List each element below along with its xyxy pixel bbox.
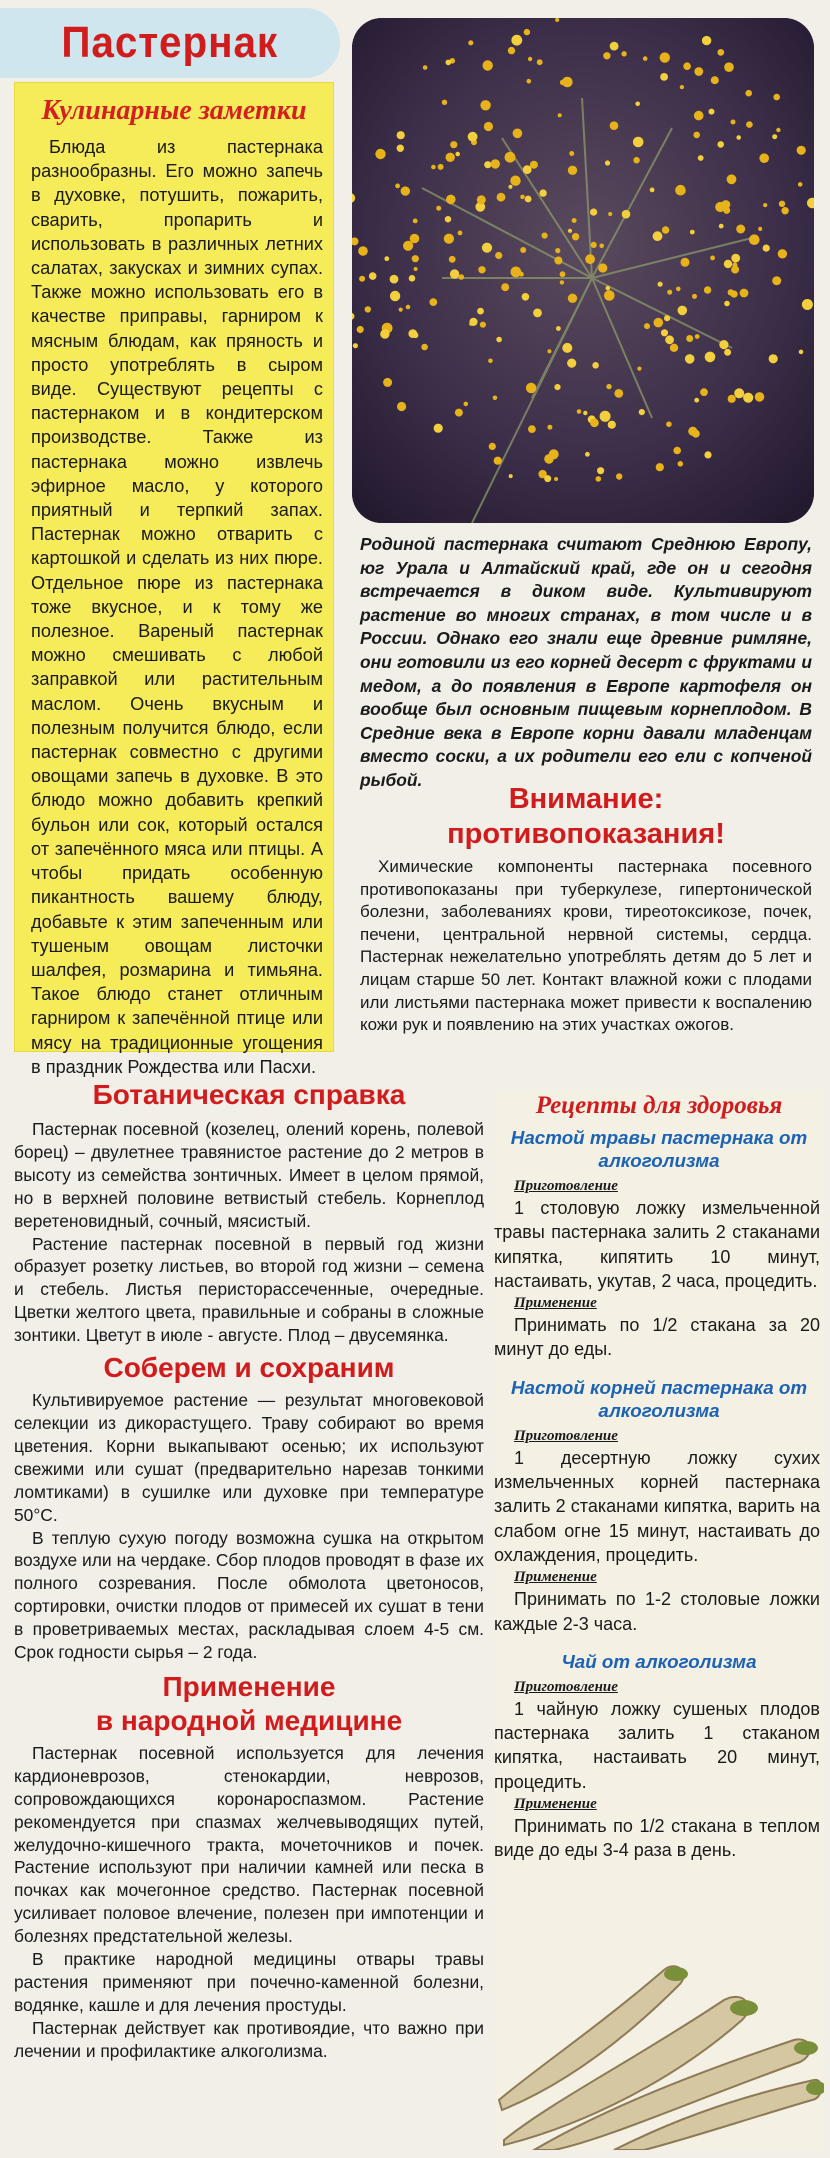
recipe-prep-label: Приготовление: [514, 1178, 618, 1194]
flower-dot: [488, 359, 493, 364]
recipe-prep-label: Приготовление: [514, 1427, 618, 1444]
flower-dot: [477, 195, 486, 204]
flower-dot: [544, 454, 554, 464]
flower-dot: [717, 49, 724, 56]
flower-dot: [608, 421, 616, 429]
flower-dot: [660, 52, 670, 62]
flower-dot: [482, 243, 492, 253]
flower-dot: [390, 291, 400, 301]
flower-dot: [495, 252, 502, 259]
left-column-sections: [14, 1078, 484, 2063]
botany-heading: Ботаническая справка: [92, 1079, 406, 1110]
flower-dot: [740, 289, 749, 298]
flower-dot: [524, 29, 530, 35]
flower-dot: [654, 318, 664, 328]
flower-dot: [683, 62, 691, 70]
attention-heading-line2: противопоказания!: [447, 818, 725, 850]
flower-dot: [423, 65, 428, 70]
flower-dot: [445, 216, 451, 222]
flower-dot: [698, 155, 704, 161]
flower-dot: [670, 344, 678, 352]
flower-dot: [480, 100, 490, 110]
flower-dot: [693, 132, 700, 139]
origin-text: Родиной пастернака считают Среднюю Европу, юг Урала и Алтайский край, где он и сегодня встречается в диком виде. Культивируют растение во многих странах, в том числе и в России. Однако его знали еще древние римляне, они готовили из его корней десерт с фруктами и медом, а до появления в Европе картофеля он вообще был основным пищевым корнеплодом. В Средние века в Европе корни давали младенцам вместо соски, а их родители его ели с копченой рыбой.: [360, 534, 812, 790]
flower-dot: [412, 255, 419, 262]
flower-dot: [375, 149, 385, 159]
flower-dot: [449, 256, 456, 263]
flower-dot: [560, 271, 566, 277]
page-title: Пастернак: [61, 18, 279, 67]
recipe-card: [494, 1650, 824, 1863]
flower-dot: [700, 388, 708, 396]
flower-dot: [527, 79, 532, 84]
recipe-use-label: Применение: [514, 1796, 597, 1813]
flower-dot: [705, 352, 716, 363]
flower-dot: [650, 188, 655, 193]
flower-dot: [604, 290, 615, 301]
flower-dot: [600, 411, 611, 422]
flower-dot: [530, 161, 538, 169]
flower-dot: [494, 457, 502, 465]
flower-dot: [508, 47, 515, 54]
attention-heading: [360, 782, 812, 852]
flower-dot: [644, 323, 650, 329]
flower-dot: [397, 402, 406, 411]
flower-dot: [598, 263, 607, 272]
flower-dot: [797, 146, 806, 155]
flower-dot: [676, 287, 681, 292]
flower-dot: [395, 184, 400, 189]
flower-dot: [568, 229, 572, 233]
flower-dot: [526, 383, 536, 393]
flower-dot: [724, 301, 730, 307]
flower-dot: [772, 276, 781, 285]
botany-paragraph: Пастернак посевной (козелец, олений корень, полевой борец) – двулетнее травянистое растение до 2 метров в высоту из семейства зонтичных. Имеет в целом прямой, но в верхней половине ветвистый стебель. Корнеплод веретеновидный, сочный, мясистый.: [14, 1119, 484, 1231]
flower-dot: [369, 272, 377, 280]
flower-dot: [533, 309, 542, 318]
flower-dot: [799, 350, 804, 355]
flower-dot: [603, 52, 610, 59]
flower-dot: [547, 349, 551, 353]
flower-dot: [656, 463, 664, 471]
flower-dot: [568, 294, 577, 303]
collect-heading: Соберем и сохраним: [103, 1352, 395, 1384]
flower-dot: [778, 249, 787, 258]
flower-dot: [577, 409, 582, 414]
flower-dot: [759, 153, 769, 163]
flower-dot: [390, 275, 399, 284]
collect-paragraph: Культивируемое растение — результат многовековой селекции из дикорастущего. Траву собирают во время цветения. Корни выкапывают осенью; их используют свежими или сушат (предварительно нарезав тонкими ломтиками) в сушилке или духовке при температуре 50°С.: [14, 1390, 484, 1525]
recipe-card: [494, 1376, 824, 1636]
flower-dot: [429, 298, 437, 306]
flower-dot: [769, 354, 778, 363]
recipe-card: [494, 1126, 824, 1362]
flower-dot: [597, 467, 604, 474]
flower-dot: [501, 283, 509, 291]
flower-dot: [497, 193, 506, 202]
flower-dot: [653, 231, 663, 241]
flower-dot: [397, 131, 405, 139]
folk-paragraph: В практике народной медицины отвары травы растения применяют при почечно-каменной болезни, водянке, кашле и для лечения простуды.: [14, 1949, 484, 2015]
flower-dot: [513, 129, 523, 139]
flower-dot: [480, 322, 486, 328]
flower-dot: [692, 294, 697, 299]
flower-dot: [606, 286, 611, 291]
folk-heading-line1: Применение: [162, 1670, 336, 1702]
flower-dot: [637, 367, 641, 371]
flower-dot: [459, 274, 465, 280]
recipe-prep-text: 1 чайную ложку сушеных плодов пастернака залить 1 стаканом кипятка, настаивать 20 минут, процедить.: [494, 1698, 820, 1792]
flower-dot: [704, 451, 711, 458]
flower-dot: [380, 329, 389, 338]
flower-dot: [496, 337, 502, 343]
flower-dot: [455, 409, 463, 417]
flower-dot: [450, 269, 459, 278]
recipe-name: Чай от алкоголизма: [561, 1650, 757, 1672]
flower-dot: [509, 474, 513, 478]
flower-dot: [658, 282, 663, 287]
flower-dot: [590, 418, 599, 427]
flower-dot: [455, 152, 460, 157]
recipe-use-label: Применение: [514, 1569, 597, 1586]
flower-dot: [633, 157, 639, 163]
flower-dot: [643, 56, 648, 61]
flower-dot: [446, 60, 452, 66]
flower-dot: [358, 246, 368, 256]
flower-dot: [763, 245, 770, 252]
flower-dot: [469, 318, 477, 326]
flower-dot: [528, 57, 532, 61]
flower-dot: [665, 335, 674, 344]
flower-dot: [438, 164, 444, 170]
title-banner: [0, 8, 340, 78]
flower-dot: [444, 234, 454, 244]
flower-dot: [421, 344, 428, 351]
flower-dot: [468, 132, 478, 142]
flower-dot: [608, 212, 612, 216]
flower-dot: [525, 196, 532, 203]
flower-dot: [622, 210, 631, 219]
flower-dot: [505, 152, 516, 163]
flower-dot: [567, 359, 576, 368]
flower-dot: [675, 185, 686, 196]
flower-dot: [746, 121, 753, 128]
recipe-use-text: Принимать по 1/2 стакана в теплом виде до еды 3-4 раза в день.: [494, 1816, 820, 1861]
flower-dot: [694, 67, 703, 76]
flower-dot: [484, 122, 493, 131]
flower-dot: [484, 161, 491, 168]
flower-dot: [572, 233, 579, 240]
folk-medicine-heading: [14, 1670, 484, 1738]
recipe-name: Настой травы пастернака от алкоголизма: [510, 1127, 808, 1171]
flower-dot: [749, 234, 760, 245]
flower-dot: [736, 135, 741, 140]
flower-dot: [678, 306, 688, 316]
collect-paragraph: В теплую сухую погоду возможна сушка на открытом воздухе или на чердаке. Сбор плодов проводят в фазе их полного созревания. После обмолота цветоносов, сортировки, очистки плодов от примесей их сушат в тени в проветриваемых местах, раскладывая слоем 4-5 см. Срок годности сырья – 2 года.: [14, 1527, 484, 1663]
flower-dot: [711, 76, 719, 84]
culinary-heading: Кулинарные заметки: [41, 95, 307, 126]
flower-dot: [745, 90, 752, 97]
recipes-heading: Рецепты для здоровья: [535, 1092, 783, 1119]
flower-dot: [522, 293, 530, 301]
flower-dot: [523, 165, 532, 174]
flower-dot: [384, 256, 389, 261]
flower-dot: [710, 256, 715, 261]
flower-dot: [569, 151, 574, 156]
flower-dot: [724, 349, 731, 356]
flower-dot: [554, 477, 558, 481]
flower-dot: [686, 335, 693, 342]
flower-dot: [357, 326, 364, 333]
flower-dot: [560, 280, 564, 284]
flower-dot: [724, 62, 734, 72]
flower-dot: [721, 200, 730, 209]
flower-dot: [694, 398, 699, 403]
flower-dot: [489, 443, 496, 450]
flower-dot: [662, 226, 669, 233]
flower-dot: [383, 378, 392, 387]
flower-dot: [667, 290, 672, 295]
flower-dot: [680, 85, 684, 89]
attention-heading-line1: Внимание:: [508, 783, 664, 815]
flower-dot: [590, 209, 597, 216]
flower-umbel-image: [352, 18, 814, 523]
parsnip-roots-image: [494, 1950, 824, 2150]
flower-dot: [493, 396, 498, 401]
flower-dot: [413, 219, 418, 224]
flower-dot: [468, 40, 473, 45]
flower-dot: [556, 326, 561, 331]
flower-dot: [406, 305, 411, 310]
flower-dot: [606, 384, 611, 389]
folk-paragraph: Пастернак действует как противоядие, что важно при лечении и профилактике алкоголизма.: [14, 2017, 484, 2061]
flower-dot: [365, 306, 371, 312]
flower-dot: [599, 244, 604, 249]
flower-dot: [413, 332, 419, 338]
flower-dot: [554, 257, 562, 265]
flower-dot: [544, 475, 551, 482]
flower-dot: [442, 100, 447, 105]
flower-dot: [719, 224, 724, 229]
contraindications-text: Химические компоненты пастернака посевного противопоказаны при туберкулезе, гипертонической болезни, заболеваниях крови, тиреотоксикозе, почек, печени, центральной нервной системы, сердца. Пастернак нежелательно употреблять детям до 5 лет и лицам старше 50 лет. Контакт влажной кожи с плодами или листьями пастернака может привести к воспалению кожи рук и появлению на этих участках ожогов.: [360, 857, 812, 1035]
flower-dot: [695, 334, 700, 339]
flower-dot: [558, 113, 562, 117]
flower-dot: [353, 343, 358, 348]
flower-dot: [510, 176, 520, 186]
flower-dot: [621, 51, 626, 56]
flower-dot: [568, 166, 577, 175]
flower-dot: [664, 315, 670, 321]
flower-dot: [690, 230, 695, 235]
culinary-notes-box: [14, 82, 334, 1077]
flower-dot: [477, 308, 484, 315]
flower-dot: [633, 137, 644, 148]
flower-dot: [359, 276, 365, 282]
flower-dot: [434, 424, 443, 433]
flower-dot: [781, 207, 788, 214]
flower-dot: [660, 73, 668, 81]
flower-dot: [731, 254, 740, 263]
culinary-text: Блюда из пастернака разнообразны. Его можно запечь в духовке, потушить, пожарить, сварить, пропарить и использовать в различных летних салатах, закусках и зимних супах. Также можно использовать его в качестве приправы, гарниром к мясным блюдам, как пряность и просто употреблять в сыром виде. Существуют рецепты с пастернаком и в кондитерском производстве. Также из пастернака можно извлечь эфирное масло, у которого приятный и терпкий запах. Пастернак можно отварить с картошкой и сделать из них пюре. Отдельное пюре из пастернака тоже вкусное, и к тому же полезное. Вареный пастернак можно смешивать с любой заправкой или растительным маслом. Очень вкусным и полезным получится блюдо, если пастернак совместно с другими овощами запечь в духовке. В это блюдо можно добавить крепкий бульон или сок, который остался от запечённого мяса или птицы. А чтобы придать особенную пикантность вашему блюду, добавьте к этим запеченным или тушеным овощам листочки шалфея, розмарина и тимьяна. Такое блюдо станет отличным гарниром к запечённой птице или мясу на традиционные угощения в праздник Рождества или Пасхи.: [31, 137, 323, 1077]
flower-dot: [414, 267, 418, 271]
flower-dot: [585, 452, 590, 457]
flower-dot: [436, 206, 441, 211]
recipe-use-text: Принимать по 1/2 стакана за 20 минут до еды.: [494, 1315, 820, 1360]
flower-dot: [409, 275, 416, 282]
flower-dot: [639, 409, 645, 415]
flower-dot: [688, 427, 697, 436]
flower-dot: [519, 272, 524, 277]
flower-dot: [547, 425, 552, 430]
flower-dot: [478, 266, 485, 273]
flower-dot: [542, 233, 548, 239]
flower-dot: [728, 289, 734, 295]
flower-dot: [666, 421, 672, 427]
flower-dot: [520, 195, 525, 200]
flower-dot: [399, 308, 403, 312]
flower-dot: [704, 286, 711, 293]
flower-dot: [681, 258, 690, 267]
flower-dot: [755, 392, 765, 402]
flower-dot: [528, 425, 536, 433]
flower-dot: [511, 35, 522, 46]
flower-dot: [614, 389, 623, 398]
flower-dot: [758, 227, 762, 231]
flower-dot: [661, 329, 668, 336]
flower-dot: [635, 102, 640, 107]
folk-paragraph: Пастернак посевной используется для лечения кардионеврозов, стенокардии, неврозов, сопровождающихся коронароспазмом. Растение рекомендуется при спазмах желчевыводящих путей, желудочно-кишечного тракта, мочеточников и почек. Растение используют при наличии камней или песка в почках как мочегонное средство. Пастернак посевной усиливает половое влечение, полезен при импотенции и болезнях предстательной железы.: [14, 1742, 484, 1947]
flower-dot: [724, 260, 732, 268]
flower-dot: [401, 186, 410, 195]
flower-dot: [446, 195, 456, 205]
flower-dot: [537, 59, 543, 65]
flower-dot: [605, 160, 610, 165]
flower-dot: [616, 473, 622, 479]
flower-dot: [694, 111, 704, 121]
flower-dot: [554, 384, 560, 390]
flower-dot: [555, 248, 560, 253]
flower-dot: [483, 60, 493, 70]
recipe-use-text: Принимать по 1-2 столовые ложки каждые 2-3 часа.: [494, 1589, 820, 1634]
flower-dot: [446, 153, 455, 162]
flower-dot: [763, 203, 767, 207]
botany-paragraph: Растение пастернак посевной в первый год жизни образует розетку листьев, во второй год жизни – семена и стебель. Листья перисторассеченные, очередные. Цветки желтого цвета, правильные и собраны в сложные зонтики. Цветут в июле - августе. Плод – двусемянка.: [14, 1233, 484, 1346]
flower-dot: [585, 254, 595, 264]
recipe-use-label: Применение: [514, 1295, 597, 1312]
flower-dot: [734, 388, 744, 398]
flower-dot: [520, 247, 526, 253]
recipes-box: [494, 1090, 824, 2150]
flower-dot: [591, 242, 597, 248]
flower-dot: [776, 128, 780, 132]
flower-dot: [743, 393, 753, 403]
flower-dot: [727, 174, 737, 184]
flower-dot: [678, 461, 684, 467]
flower-dot: [450, 141, 457, 148]
flower-dot: [610, 121, 619, 130]
flower-dot: [508, 185, 512, 189]
flower-dot: [731, 120, 736, 125]
flower-dot: [458, 231, 463, 236]
flower-dot: [802, 299, 813, 310]
flower-dot: [610, 42, 619, 51]
flower-dot: [717, 141, 724, 148]
flower-dot: [772, 134, 777, 139]
flower-dot: [728, 395, 736, 403]
flower-dot: [736, 225, 745, 234]
flower-dot: [719, 340, 728, 349]
flower-dot: [798, 182, 803, 187]
flower-dot: [562, 343, 572, 353]
flower-dot: [779, 201, 785, 207]
flower-dot: [702, 36, 711, 45]
recipe-prep-text: 1 десертную ложку сухих измельченных корней пастернака залить 2 стаканами кипятка, варить на слабом огне 15 минут, настаивать до охлаждения, процедить.: [494, 1447, 820, 1565]
flower-dot: [592, 362, 599, 369]
recipe-name: Настой корней пастернака от алкоголизма: [510, 1376, 808, 1421]
flower-dot: [572, 218, 577, 223]
flower-dot: [732, 263, 737, 268]
flower-dot: [491, 159, 500, 168]
flower-dot: [539, 189, 546, 196]
flower-dot: [773, 94, 780, 101]
flower-dot: [596, 476, 602, 482]
flower-dot: [410, 234, 420, 244]
folk-heading-line2: в народной медицине: [95, 1704, 403, 1736]
parsnip-flower-photo: [352, 18, 814, 523]
flower-dot: [673, 447, 681, 455]
flower-dot: [397, 145, 404, 152]
flower-dot: [583, 411, 587, 415]
flower-dot: [562, 77, 573, 88]
flower-dot: [709, 109, 715, 115]
recipe-prep-label: Приготовление: [514, 1678, 618, 1695]
flower-dot: [464, 402, 469, 407]
flower-dot: [685, 354, 695, 364]
recipe-prep-text: 1 столовую ложку измельченной травы пастернака залить 2 стаканами кипятка, кипятить 10 минут, настаивать, укутав, 2 часа, процедить.: [494, 1198, 820, 1291]
flower-dot: [431, 165, 436, 170]
